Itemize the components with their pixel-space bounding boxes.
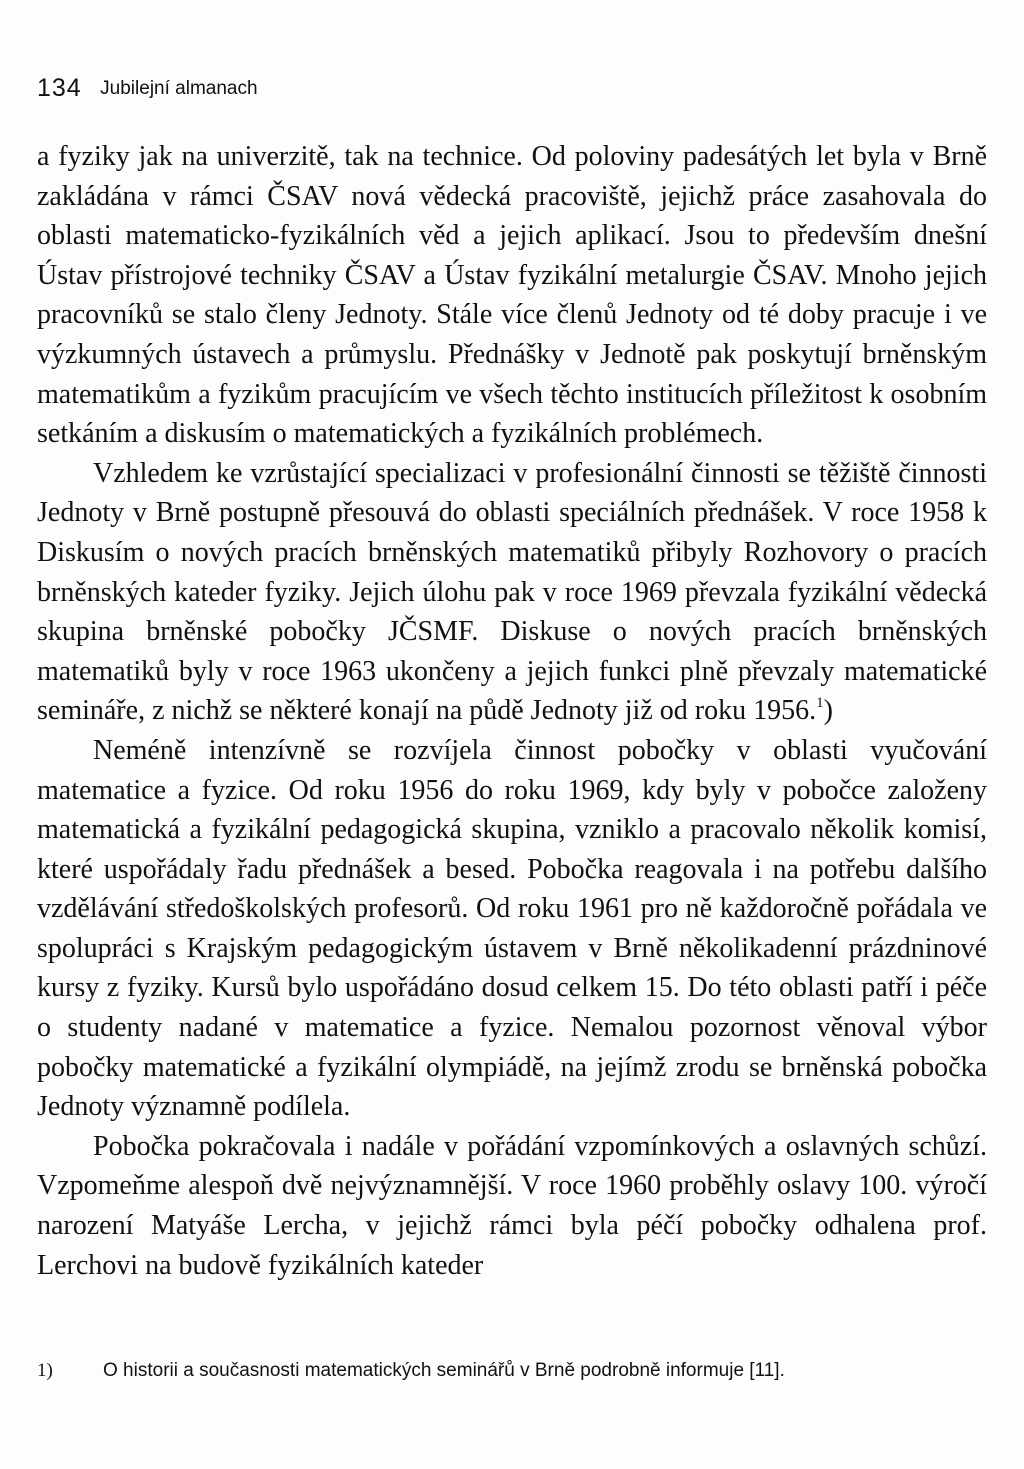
page-number: 134 (37, 74, 82, 102)
running-title: Jubilejní almanach (100, 78, 258, 99)
paragraph-2-text: Vzhledem ke vzrůstající specializaci v profesionální činnosti se těžiště činnosti Jednoty v Brně postupně přesouvá do oblasti speciálních přednášek. V roce 1958 k Diskusím o nových pracích brněnských matematiků přibyly Rozhovory o pracích brněnských kateder fyziky. Jejich úlohu pak v roce 1969 převzala fyzikální vědecká skupina brněnské pobočky JČSMF. Diskuse o nových pracích brněnských matematiků byly v roce 1963 ukončeny a jejich funkci plně převzaly matematické semináře, z nichž se některé konají na půdě Jednoty již od roku 1956. (37, 457, 987, 727)
paragraph-1 (37, 137, 987, 454)
body-text (37, 137, 987, 1285)
footnote-marker: 1) (37, 1360, 53, 1381)
footnote (37, 1360, 997, 1382)
paragraph-2 (37, 454, 987, 731)
footnote-text: O historii a současnosti matematických seminářů v Brně podrobně informuje [11]. (103, 1360, 785, 1381)
paragraph-3-text: Neméně intenzívně se rozvíjela činnost pobočky v oblasti vyučování matematice a fyzice. Od roku 1956 do roku 1969, kdy byly v pobočce založeny matematická a fyzikální pedagogická skupina, vzniklo a pracovalo několik komisí, které uspořádaly řadu přednášek a besed. Pobočka reagovala i na potřebu dalšího vzdělávání středoškolských profesorů. Od roku 1961 pro ně každoročně pořádala ve spolupráci s Krajským pedagogickým ústavem v Brně několikadenní prázdninové kursy z fyziky. Kursů bylo uspořádáno dosud celkem 15. Do této oblasti patří i péče o studenty nadané v matematice a fyzice. Nemalou pozornost věnoval výbor pobočky matematické a fyzikální olympiádě, na jejímž zrodu se brněnská pobočka Jednoty významně podílela. (37, 734, 987, 1123)
footnote-reference-closing: ) (823, 695, 833, 727)
paragraph-3 (37, 731, 987, 1127)
paragraph-4-text: Pobočka pokračovala i nadále v pořádání vzpomínkových a oslavných schůzí. Vzpomeňme alespoň dvě nejvýznamnější. V roce 1960 proběhly oslavy 100. výročí narození Matyáše Lercha, v jejichž rámci byla péčí pobočky odhalena prof. Lerchovi na budově fyzikálních kateder (37, 1130, 987, 1281)
running-head (37, 74, 258, 103)
footnote-reference: 1 (816, 695, 824, 712)
paragraph-4 (37, 1127, 987, 1285)
paragraph-1-text: a fyziky jak na univerzitě, tak na technice. Od poloviny padesátých let byla v Brně zakládána v rámci ČSAV nová vědecká pracoviště, jejichž práce zasahovala do oblasti matematicko-fyzikálních věd a jejich aplikací. Jsou to především dnešní Ústav přístrojové techniky ČSAV a Ústav fyzikální metalurgie ČSAV. Mnoho jejich pracovníků se stalo členy Jednoty. Stále více členů Jednoty od té doby pracuje i ve výzkumných ústavech a průmyslu. Přednášky v Jednotě pak poskytují brněnským matematikům a fyzikům pracujícím ve všech těchto institucích příležitost k osobním setkáním a diskusím o matematických a fyzikálních problémech. (37, 141, 987, 450)
